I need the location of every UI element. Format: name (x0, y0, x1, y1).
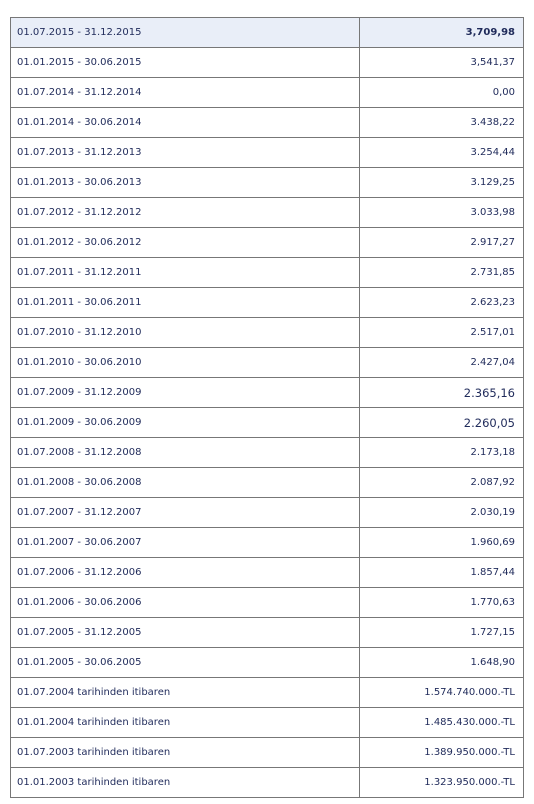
value-cell: 3,709,98 (360, 18, 524, 48)
table-row (11, 348, 524, 378)
rates-table (10, 17, 524, 798)
value-cell: 2.623,23 (360, 288, 524, 318)
value-cell: 3.254,44 (360, 138, 524, 168)
period-cell: 01.01.2008 - 30.06.2008 (11, 468, 360, 498)
period-cell: 01.07.2005 - 31.12.2005 (11, 618, 360, 648)
period-cell: 01.01.2015 - 30.06.2015 (11, 48, 360, 78)
period-cell: 01.01.2009 - 30.06.2009 (11, 408, 360, 438)
table-row (11, 138, 524, 168)
table-row (11, 588, 524, 618)
table-row (11, 768, 524, 798)
table-row (11, 258, 524, 288)
value-cell: 1.389.950.000.-TL (360, 738, 524, 768)
value-cell: 1.960,69 (360, 528, 524, 558)
period-cell: 01.01.2011 - 30.06.2011 (11, 288, 360, 318)
table-row (11, 78, 524, 108)
table-row (11, 198, 524, 228)
period-cell: 01.01.2003 tarihinden itibaren (11, 768, 360, 798)
period-cell: 01.07.2008 - 31.12.2008 (11, 438, 360, 468)
table-row (11, 528, 524, 558)
rates-table-body (11, 18, 524, 798)
table-row (11, 408, 524, 438)
value-cell: 3.129,25 (360, 168, 524, 198)
period-cell: 01.07.2009 - 31.12.2009 (11, 378, 360, 408)
value-cell: 2.917,27 (360, 228, 524, 258)
period-cell: 01.07.2003 tarihinden itibaren (11, 738, 360, 768)
table-row (11, 468, 524, 498)
period-cell: 01.07.2004 tarihinden itibaren (11, 678, 360, 708)
period-cell: 01.07.2014 - 31.12.2014 (11, 78, 360, 108)
table-row (11, 648, 524, 678)
table-row (11, 228, 524, 258)
period-cell: 01.07.2015 - 31.12.2015 (11, 18, 360, 48)
table-row (11, 378, 524, 408)
table-row (11, 288, 524, 318)
table-row (11, 678, 524, 708)
period-cell: 01.07.2011 - 31.12.2011 (11, 258, 360, 288)
period-cell: 01.07.2013 - 31.12.2013 (11, 138, 360, 168)
value-cell: 2.365,16 (360, 378, 524, 408)
value-cell: 2.030,19 (360, 498, 524, 528)
value-cell: 1.648,90 (360, 648, 524, 678)
period-cell: 01.01.2010 - 30.06.2010 (11, 348, 360, 378)
period-cell: 01.07.2012 - 31.12.2012 (11, 198, 360, 228)
table-row (11, 108, 524, 138)
table-row (11, 438, 524, 468)
table-row (11, 18, 524, 48)
period-cell: 01.01.2005 - 30.06.2005 (11, 648, 360, 678)
value-cell: 1.323.950.000.-TL (360, 768, 524, 798)
rates-table-container (10, 17, 524, 798)
table-row (11, 168, 524, 198)
value-cell: 1.485.430.000.-TL (360, 708, 524, 738)
value-cell: 1.770,63 (360, 588, 524, 618)
period-cell: 01.01.2007 - 30.06.2007 (11, 528, 360, 558)
value-cell: 2.731,85 (360, 258, 524, 288)
table-row (11, 558, 524, 588)
value-cell: 1.727,15 (360, 618, 524, 648)
value-cell: 3.438,22 (360, 108, 524, 138)
period-cell: 01.01.2012 - 30.06.2012 (11, 228, 360, 258)
period-cell: 01.01.2014 - 30.06.2014 (11, 108, 360, 138)
value-cell: 2.260,05 (360, 408, 524, 438)
value-cell: 1.574.740.000.-TL (360, 678, 524, 708)
period-cell: 01.01.2013 - 30.06.2013 (11, 168, 360, 198)
table-row (11, 498, 524, 528)
value-cell: 2.517,01 (360, 318, 524, 348)
period-cell: 01.07.2007 - 31.12.2007 (11, 498, 360, 528)
table-row (11, 318, 524, 348)
period-cell: 01.07.2006 - 31.12.2006 (11, 558, 360, 588)
table-row (11, 48, 524, 78)
value-cell: 3.033,98 (360, 198, 524, 228)
value-cell: 3,541,37 (360, 48, 524, 78)
table-row (11, 738, 524, 768)
period-cell: 01.07.2010 - 31.12.2010 (11, 318, 360, 348)
value-cell: 2.087,92 (360, 468, 524, 498)
value-cell: 2.427,04 (360, 348, 524, 378)
value-cell: 0,00 (360, 78, 524, 108)
period-cell: 01.01.2004 tarihinden itibaren (11, 708, 360, 738)
value-cell: 2.173,18 (360, 438, 524, 468)
table-row (11, 618, 524, 648)
period-cell: 01.01.2006 - 30.06.2006 (11, 588, 360, 618)
table-row (11, 708, 524, 738)
value-cell: 1.857,44 (360, 558, 524, 588)
